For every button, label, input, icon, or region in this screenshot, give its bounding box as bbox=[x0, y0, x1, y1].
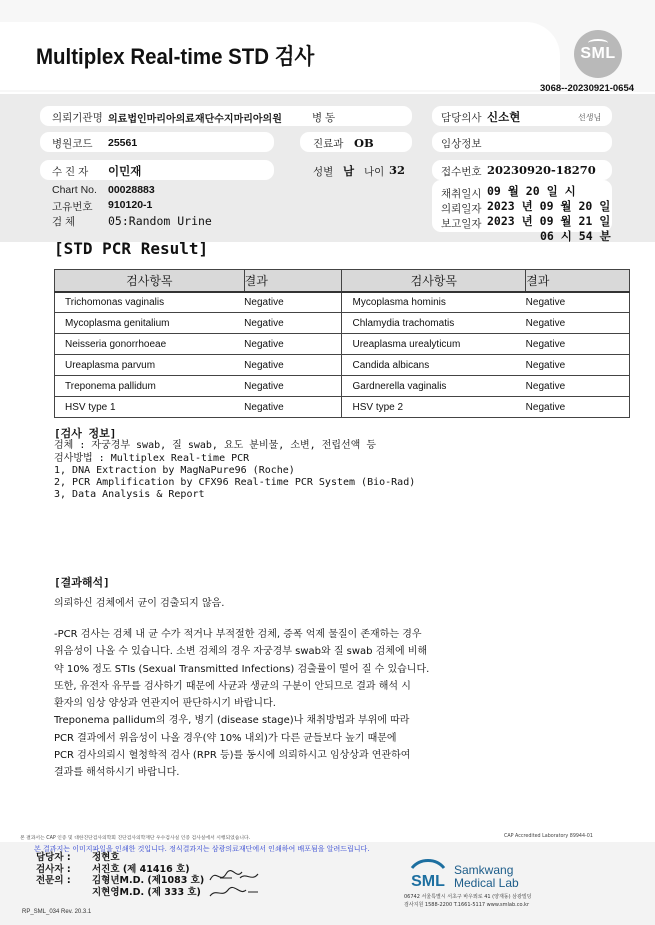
interpretation-text bbox=[54, 626, 429, 782]
doctor-label: 담당의사 bbox=[441, 112, 482, 124]
receipt-no-value: 20230920-18270 bbox=[487, 163, 596, 177]
result-value: Negative bbox=[244, 313, 342, 334]
test-info-line: 2, PCR Amplification by CFX96 Real-time PCR System (Bio-Rad) bbox=[54, 477, 416, 489]
result-item: HSV type 2 bbox=[342, 397, 526, 418]
report-id: 3068--20230921-0654 bbox=[540, 83, 635, 94]
result-item: HSV type 1 bbox=[55, 397, 245, 418]
clinical-info-label: 임상정보 bbox=[441, 138, 482, 150]
result-item: Trichomonas vaginalis bbox=[55, 292, 245, 313]
interpretation bbox=[54, 574, 224, 609]
result-value: Negative bbox=[244, 334, 342, 355]
result-value: Negative bbox=[244, 355, 342, 376]
header-result-left: 결과 bbox=[244, 270, 342, 292]
result-value: Negative bbox=[526, 334, 630, 355]
interpretation-line: 위음성이 나올 수 있습니다. 소변 검체의 경우 자궁경부 swab와 질 swab 검체에 비해 bbox=[54, 646, 428, 658]
result-item: Gardnerella vaginalis bbox=[342, 376, 526, 397]
result-item: Neisseria gonorrhoeae bbox=[55, 334, 245, 355]
header-item-right: 검사항목 bbox=[342, 270, 526, 292]
result-item: Ureaplasma urealyticum bbox=[342, 334, 526, 355]
collect-date-label: 채취일시 bbox=[441, 188, 482, 200]
sml-logo: SML bbox=[574, 30, 622, 78]
staff-row bbox=[36, 887, 204, 899]
lab-name: Samkwang Medical Lab bbox=[454, 863, 519, 890]
interpretation-line: 약 10% 정도 STIs (Sexual Transmitted Infections) 검출률이 떨어 질 수 있습니다. bbox=[54, 663, 430, 675]
interpretation-heading: [결과해석] bbox=[54, 576, 110, 589]
document-number: RP_SML_034 Rev. 20.3.1 bbox=[22, 909, 92, 915]
request-date-label: 의뢰일자 bbox=[441, 203, 482, 215]
interpretation-line: Treponema pallidum의 경우, 병기 (disease stage)나 채취방법과 부위에 따라 bbox=[54, 715, 410, 727]
result-row bbox=[55, 313, 630, 334]
accreditation-note: 본 결과서는 CAP 인증 및 대한진단검사의학회 진단검사의학재단 우수검사실 인증 검사실에서 시행되었습니다. bbox=[20, 836, 251, 841]
print-notice: 본 결과지는 이미지파일을 인쇄한 것입니다. 정식결과지는 삼광의료재단에서 인쇄하여 배포됨을 알려드립니다. bbox=[34, 845, 370, 853]
result-row bbox=[55, 376, 630, 397]
result-item: Ureaplasma parvum bbox=[55, 355, 245, 376]
interpretation-line: 결과를 해석하시기 바랍니다. bbox=[54, 767, 180, 779]
test-info-line: 검사방법 : Multiplex Real-time PCR bbox=[54, 452, 250, 464]
result-value: Negative bbox=[526, 355, 630, 376]
lab-address: 06742 서울특별시 서초구 바우뫼로 41 (양재동) 삼광빌딩 검사지원 1588-2200 T.1661-5117 www.smlab.co.kr bbox=[404, 894, 532, 908]
chart-no-value: 00028883 bbox=[108, 184, 155, 196]
result-item: Mycoplasma genitalium bbox=[55, 313, 245, 334]
result-item: Candida albicans bbox=[342, 355, 526, 376]
result-title: [STD PCR Result] bbox=[54, 239, 209, 258]
svg-text:SML: SML bbox=[411, 873, 445, 890]
result-value: Negative bbox=[244, 292, 342, 313]
test-info-line: 3, Data Analysis & Report bbox=[54, 489, 205, 501]
staff-role: 검사자 : bbox=[36, 863, 71, 875]
specimen-value: 05:Random Urine bbox=[108, 214, 212, 228]
patient-value: 이민재 bbox=[108, 164, 142, 178]
interpretation-line: -PCR 검사는 검체 내 균 수가 적거나 부적절한 검체, 증폭 억제 물질이 존재하는 경우 bbox=[54, 629, 422, 640]
report-date-label: 보고일자 bbox=[441, 218, 482, 230]
staff-row bbox=[36, 852, 204, 864]
result-row bbox=[55, 397, 630, 418]
result-value: Negative bbox=[526, 376, 630, 397]
interpretation-line: 또한, 유전자 유무를 검사하기 때문에 사균과 생균의 구분이 안되므로 결과 해석 시 bbox=[54, 680, 411, 692]
result-value: Negative bbox=[244, 397, 342, 418]
report-title: Multiplex Real-time STD 검사 bbox=[36, 44, 315, 69]
dept-value: OB bbox=[354, 136, 374, 150]
interpretation-summary: 의뢰하신 검체에서 균이 검출되지 않음. bbox=[54, 598, 225, 609]
cap-note: CAP Accredited Laboratory 89944-01 bbox=[504, 834, 593, 839]
age-value: 32 bbox=[389, 163, 406, 177]
test-info-line: 1, DNA Extraction by MagNaPure96 (Roche) bbox=[54, 464, 295, 476]
test-info-heading: [검사 정보] bbox=[54, 427, 117, 440]
result-item: Mycoplasma hominis bbox=[342, 292, 526, 313]
institution-value: 의료법인마리아의료재단수지마리아의원 bbox=[108, 114, 282, 125]
doctor-suffix: 선생님 bbox=[578, 113, 602, 122]
institution-label: 의뢰기관명 bbox=[52, 112, 103, 124]
gender-value: 남 bbox=[343, 164, 355, 178]
request-date-value: 2023 년 09 월 20 일 bbox=[487, 199, 611, 213]
report-time-value: 06 시 54 분 bbox=[540, 229, 611, 243]
header-result-right: 결과 bbox=[526, 270, 630, 292]
interpretation-line: PCR 결과에서 위음성이 나올 경우(약 10% 내외)가 다른 균들보다 높기 때문에 bbox=[54, 732, 397, 744]
hospital-code-value: 25561 bbox=[108, 137, 138, 149]
report-date-value: 2023 년 09 월 21 일 bbox=[487, 214, 611, 228]
unique-no-value: 910120-1 bbox=[108, 199, 153, 211]
ward-label: 병 동 bbox=[312, 112, 336, 124]
staff-name: 서진호 (제 41416 호) bbox=[92, 863, 190, 875]
result-value: Negative bbox=[526, 397, 630, 418]
collect-date-value: 09 월 20 일 시 bbox=[487, 184, 576, 198]
lab-logo-icon bbox=[404, 858, 452, 892]
doctor-value: 신소현 bbox=[487, 110, 521, 124]
results-header-row bbox=[55, 270, 630, 292]
interpretation-line: PCR 검사의뢰시 혈청학적 검사 (RPR 등)를 동시에 의뢰하시고 임상상과 연관하여 bbox=[54, 750, 411, 762]
receipt-no-label: 접수번호 bbox=[441, 166, 482, 178]
header-item-left: 검사항목 bbox=[55, 270, 245, 292]
result-item: Treponema pallidum bbox=[55, 376, 245, 397]
test-info-line: 검체 : 자궁경부 swab, 질 swab, 요도 분비물, 소변, 전립선액 등 bbox=[54, 440, 377, 452]
result-row bbox=[55, 355, 630, 376]
hospital-code-label: 병원코드 bbox=[52, 138, 93, 150]
staff-name: 김형년M.D. (제1083 호) bbox=[92, 875, 205, 886]
age-label: 나이 bbox=[364, 166, 385, 178]
dept-label: 진료과 bbox=[313, 138, 344, 150]
result-value: Negative bbox=[526, 313, 630, 334]
interpretation-line: 환자의 임상 양상과 연관지어 판단하시기 바랍니다. bbox=[54, 698, 276, 710]
unique-no-label: 고유번호 bbox=[52, 201, 93, 213]
staff-row bbox=[36, 875, 204, 887]
result-value: Negative bbox=[526, 292, 630, 313]
patient-info bbox=[0, 94, 655, 242]
result-row bbox=[55, 292, 630, 313]
staff-role: 담당자 : bbox=[36, 852, 71, 863]
result-value: Negative bbox=[244, 376, 342, 397]
test-info bbox=[54, 428, 415, 502]
staff-row bbox=[36, 864, 204, 876]
staff-name: 정현호 bbox=[92, 852, 120, 863]
specimen-label: 검 체 bbox=[52, 216, 76, 228]
patient-label: 수 진 자 bbox=[52, 166, 89, 178]
chart-no-label: Chart No. bbox=[52, 184, 97, 196]
results-table bbox=[54, 269, 630, 418]
staff-role bbox=[36, 887, 92, 899]
staff-role: 전문의 : bbox=[36, 875, 71, 886]
logo-arc-icon bbox=[588, 39, 608, 47]
gender-label: 성별 bbox=[313, 166, 334, 178]
staff-list bbox=[36, 852, 204, 898]
staff-name: 지현영M.D. (제 333 호) bbox=[92, 886, 201, 898]
result-row bbox=[55, 334, 630, 355]
signature-image bbox=[206, 866, 262, 902]
result-item: Chlamydia trachomatis bbox=[342, 313, 526, 334]
